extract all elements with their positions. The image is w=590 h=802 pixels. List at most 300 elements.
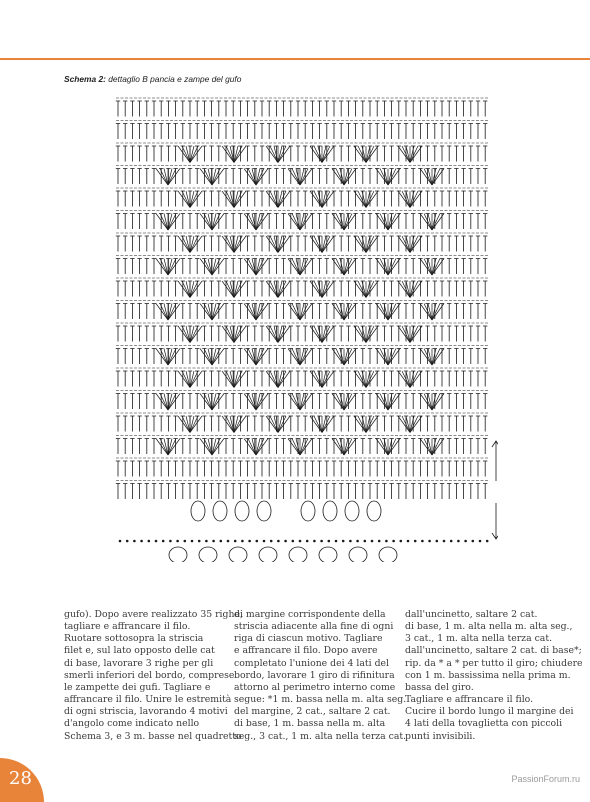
chart-symbol (447, 349, 451, 365)
chart-symbol (137, 439, 141, 455)
chart-symbol (339, 326, 343, 342)
figure-caption (64, 74, 241, 84)
chart-symbol (123, 326, 127, 342)
chart-symbol (310, 394, 314, 410)
chart-symbol (339, 236, 343, 252)
chart-symbol (433, 461, 437, 477)
chart-symbol (181, 169, 185, 185)
chart-symbol (310, 326, 314, 342)
chart-symbol (188, 101, 192, 117)
chart-symbol (267, 124, 271, 140)
chart-symbol (260, 146, 264, 162)
chart-symbol (188, 349, 192, 365)
chart-symbol (256, 304, 264, 321)
chart-symbol (238, 439, 242, 455)
chart-symbol (274, 169, 278, 185)
chart-symbol (486, 540, 489, 543)
chart-symbol (205, 540, 208, 543)
chart-symbol (195, 461, 199, 477)
chart-symbol (411, 214, 415, 230)
text-line: bordo, lavorare 1 giro di rifinitura (234, 669, 395, 681)
chart-symbol (130, 191, 134, 207)
chart-symbol (310, 169, 314, 185)
chart-symbol (447, 416, 451, 432)
chart-symbol (181, 304, 185, 320)
chart-symbol (410, 146, 418, 163)
chart-symbol (483, 214, 487, 230)
chart-symbol (404, 214, 408, 230)
chart-symbol (130, 484, 134, 500)
chart-symbol (166, 484, 170, 500)
chart-symbol (300, 349, 308, 366)
chart-symbol (483, 169, 487, 185)
chart-symbol (256, 439, 264, 456)
chart-symbol (289, 101, 293, 117)
chart-symbol (145, 394, 149, 410)
chart-symbol (202, 484, 206, 500)
chart-symbol (454, 349, 458, 365)
chart-symbol (195, 439, 199, 455)
chart-symbol (325, 394, 329, 410)
chart-symbol (152, 394, 156, 410)
chart-symbol (130, 326, 134, 342)
chart-symbol (322, 326, 330, 343)
chart-symbol (436, 540, 439, 543)
chart-symbol (123, 124, 127, 140)
chart-symbol (209, 191, 213, 207)
chart-symbol (375, 236, 379, 252)
chart-symbol (303, 326, 307, 342)
chart-symbol (433, 101, 437, 117)
chart-symbol (116, 101, 120, 117)
chart-symbol (476, 101, 480, 117)
chart-symbol (145, 124, 149, 140)
chart-symbol (483, 394, 487, 410)
chart-symbol (339, 191, 343, 207)
chart-symbol (349, 540, 352, 543)
text-line: Schema 3, e 3 m. basse nel quadretto (64, 730, 242, 742)
chart-symbol (317, 304, 321, 320)
chart-symbol (433, 484, 437, 500)
chart-symbol (368, 304, 372, 320)
chart-symbol (260, 371, 264, 387)
chart-symbol (224, 349, 228, 365)
chart-symbol (119, 540, 122, 543)
chart-symbol (253, 281, 257, 297)
chart-symbol (300, 394, 308, 411)
chart-symbol (469, 124, 473, 140)
text-line: di ogni striscia, lavorando 4 motivi (64, 706, 228, 718)
chart-symbol (353, 484, 357, 500)
chart-symbol (411, 101, 415, 117)
chart-symbol (411, 349, 415, 365)
chart-symbol (168, 439, 176, 456)
chart-symbol (411, 169, 415, 185)
chart-symbol (267, 439, 271, 455)
chart-symbol (404, 169, 408, 185)
chart-symbol (296, 124, 300, 140)
chart-symbol (314, 281, 322, 298)
chart-symbol (195, 394, 199, 410)
chart-symbol (281, 349, 285, 365)
chart-symbol (181, 259, 185, 275)
chart-symbol (313, 540, 316, 543)
chart-symbol (332, 484, 336, 500)
chart-symbol (195, 214, 199, 230)
chart-symbol (238, 484, 242, 500)
chart-symbol (274, 304, 278, 320)
chart-symbol (245, 124, 249, 140)
chart-symbol (303, 191, 307, 207)
chart-symbol (447, 326, 451, 342)
chart-symbol (296, 484, 300, 500)
chart-symbol (361, 439, 365, 455)
chart-symbol (188, 394, 192, 410)
chart-symbol (231, 394, 235, 410)
chart-symbol (137, 304, 141, 320)
chart-symbol (181, 349, 185, 365)
chart-symbol (414, 540, 417, 543)
chart-symbol (130, 214, 134, 230)
chart-symbol (410, 236, 418, 253)
chart-symbol (469, 371, 473, 387)
chart-symbol (476, 371, 480, 387)
chart-symbol (375, 371, 379, 387)
chart-symbol (234, 146, 242, 163)
chart-symbol (346, 146, 350, 162)
chart-symbol (379, 547, 397, 562)
chart-symbol (342, 540, 345, 543)
chart-symbol (476, 349, 480, 365)
chart-symbol (204, 349, 212, 366)
chart-symbol (328, 540, 331, 543)
chart-symbol (368, 484, 372, 500)
chart-symbol (173, 191, 177, 207)
chart-symbol (274, 484, 278, 500)
chart-symbol (220, 540, 223, 543)
chart-symbol (212, 540, 215, 543)
chart-symbol (253, 484, 257, 500)
chart-symbol (217, 484, 221, 500)
chart-symbol (281, 439, 285, 455)
text-line: riga di ciascun motivo. Tagliare (234, 633, 383, 645)
chart-symbol (199, 547, 217, 562)
chart-symbol (116, 236, 120, 252)
chart-symbol (447, 214, 451, 230)
chart-symbol (241, 540, 244, 543)
chart-symbol (202, 146, 206, 162)
chart-symbol (217, 236, 221, 252)
chart-symbol (310, 191, 314, 207)
chart-symbol (166, 101, 170, 117)
chart-symbol (339, 146, 343, 162)
chart-symbol (116, 281, 120, 297)
chart-symbol (450, 540, 453, 543)
chart-symbol (224, 439, 228, 455)
chart-symbol (375, 326, 379, 342)
chart-symbol (260, 461, 264, 477)
chart-symbol (454, 124, 458, 140)
chart-symbol (260, 101, 264, 117)
chart-symbol (116, 191, 120, 207)
chart-symbol (447, 281, 451, 297)
chart-symbol (166, 281, 170, 297)
chart-symbol (296, 281, 300, 297)
chart-symbol (389, 124, 393, 140)
chart-symbol (447, 371, 451, 387)
chart-symbol (245, 146, 249, 162)
chart-symbol (303, 484, 307, 500)
chart-symbol (483, 304, 487, 320)
chart-symbol (235, 501, 249, 521)
chart-symbol (209, 236, 213, 252)
chart-symbol (361, 394, 365, 410)
chart-symbol (202, 371, 206, 387)
chart-symbol (123, 281, 127, 297)
chart-symbol (126, 540, 129, 543)
text-line: gufo). Dopo avere realizzato 35 righe, (64, 609, 243, 620)
chart-symbol (356, 540, 359, 543)
chart-symbol (184, 540, 187, 543)
chart-symbol (461, 281, 465, 297)
chart-symbol (346, 236, 350, 252)
chart-symbol (479, 540, 482, 543)
chart-symbol (130, 169, 134, 185)
chart-symbol (461, 169, 465, 185)
chart-symbol (346, 281, 350, 297)
chart-symbol (159, 124, 163, 140)
chart-symbol (317, 101, 321, 117)
chart-symbol (461, 214, 465, 230)
chart-symbol (296, 236, 300, 252)
chart-symbol (137, 371, 141, 387)
chart-symbol (447, 439, 451, 455)
chart-symbol (346, 191, 350, 207)
chart-symbol (209, 124, 213, 140)
chart-symbol (202, 461, 206, 477)
chart-symbol (238, 259, 242, 275)
chart-symbol (322, 236, 330, 253)
chart-symbol (346, 371, 350, 387)
chart-symbol (397, 169, 401, 185)
chart-symbol (159, 461, 163, 477)
chart-symbol (296, 326, 300, 342)
chart-symbol (159, 484, 163, 500)
text-line: dall'uncinetto, saltare 2 cat. (405, 609, 538, 620)
chart-symbol (159, 371, 163, 387)
chart-symbol (188, 461, 192, 477)
chart-symbol (195, 124, 199, 140)
chart-symbol (123, 394, 127, 410)
chart-symbol (245, 416, 249, 432)
chart-symbol (397, 439, 401, 455)
chart-symbol (173, 146, 177, 162)
chart-symbol (375, 349, 379, 365)
chart-symbol (137, 124, 141, 140)
header-accent-rule (0, 58, 590, 60)
chart-symbol (152, 281, 156, 297)
chart-symbol (202, 281, 206, 297)
chart-symbol (358, 416, 366, 433)
chart-symbol (278, 236, 286, 253)
chart-symbol (227, 540, 230, 543)
chart-symbol (116, 146, 120, 162)
chart-symbol (454, 394, 458, 410)
chart-symbol (169, 540, 172, 543)
chart-symbol (375, 101, 379, 117)
chart-symbol (404, 304, 408, 320)
chart-symbol (440, 416, 444, 432)
chart-symbol (454, 416, 458, 432)
chart-symbol (274, 394, 278, 410)
chart-symbol (425, 101, 429, 117)
chart-symbol (404, 101, 408, 117)
chart-symbol (314, 371, 322, 388)
chart-symbol (159, 191, 163, 207)
chart-symbol (447, 146, 451, 162)
chart-symbol (469, 281, 473, 297)
chart-symbol (432, 394, 440, 411)
chart-symbol (292, 394, 300, 411)
chart-symbol (181, 214, 185, 230)
chart-symbol (432, 214, 440, 231)
chart-symbol (116, 259, 120, 275)
chart-symbol (322, 281, 330, 298)
chart-symbol (130, 461, 134, 477)
chart-symbol (382, 326, 386, 342)
chart-symbol (116, 394, 120, 410)
chart-symbol (389, 101, 393, 117)
text-line: del margine, 2 cat., saltare 2 cat. (234, 706, 391, 718)
chart-symbol (145, 259, 149, 275)
text-column-2 (234, 609, 407, 743)
chart-symbol (289, 191, 293, 207)
chart-symbol (281, 169, 285, 185)
chart-symbol (317, 439, 321, 455)
chart-symbol (425, 371, 429, 387)
chart-symbol (137, 259, 141, 275)
chart-symbol (317, 461, 321, 477)
chart-symbol (253, 326, 257, 342)
chart-symbol (382, 416, 386, 432)
chart-symbol (278, 416, 286, 433)
text-line: Tagliare e affrancare il filo. (405, 694, 534, 706)
chart-symbol (267, 259, 271, 275)
chart-symbol (404, 124, 408, 140)
caption-word: gufo (225, 74, 242, 84)
chart-symbol (303, 461, 307, 477)
chart-symbol (397, 146, 401, 162)
chart-symbol (257, 501, 271, 521)
chart-symbol (274, 214, 278, 230)
chart-symbol (300, 439, 308, 456)
chart-symbol (346, 326, 350, 342)
chart-symbol (310, 484, 314, 500)
chart-symbol (353, 101, 357, 117)
chart-symbol (281, 214, 285, 230)
chart-symbol (188, 124, 192, 140)
chart-symbol (234, 281, 242, 298)
chart-symbol (130, 146, 134, 162)
chart-symbol (432, 169, 440, 186)
chart-symbol (389, 371, 393, 387)
chart-symbol (469, 304, 473, 320)
chart-symbol (358, 191, 366, 208)
chart-symbol (476, 461, 480, 477)
chart-symbol (253, 236, 257, 252)
chart-symbol (447, 394, 451, 410)
chart-symbol (159, 281, 163, 297)
chart-symbol (217, 461, 221, 477)
chart-symbol (404, 461, 408, 477)
chart-symbol (368, 214, 372, 230)
chart-symbol (152, 169, 156, 185)
chart-symbol (469, 146, 473, 162)
chart-symbol (145, 214, 149, 230)
chart-symbol (447, 236, 451, 252)
chart-symbol (116, 124, 120, 140)
chart-symbol (476, 394, 480, 410)
chart-symbol (461, 461, 465, 477)
chart-symbol (454, 191, 458, 207)
chart-symbol (289, 371, 293, 387)
chart-symbol (492, 441, 498, 481)
chart-symbol (303, 146, 307, 162)
chart-symbol (385, 540, 388, 543)
chart-symbol (145, 281, 149, 297)
chart-symbol (281, 101, 285, 117)
chart-symbol (238, 394, 242, 410)
chart-symbol (209, 461, 213, 477)
chart-symbol (461, 484, 465, 500)
chart-symbol (476, 304, 480, 320)
chart-symbol (209, 416, 213, 432)
chart-symbol (461, 439, 465, 455)
chart-symbol (339, 101, 343, 117)
text-line: filet e, sul lato opposto delle cat (64, 645, 215, 657)
chart-symbol (433, 371, 437, 387)
chart-symbol (169, 547, 187, 562)
chart-symbol (168, 349, 176, 366)
chart-symbol (454, 146, 458, 162)
chart-symbol (483, 259, 487, 275)
chart-symbol (300, 169, 308, 186)
chart-symbol (152, 259, 156, 275)
chart-symbol (256, 259, 264, 276)
chart-symbol (181, 124, 185, 140)
chart-symbol (469, 416, 473, 432)
chart-symbol (152, 371, 156, 387)
chart-symbol (469, 484, 473, 500)
chart-symbol (245, 484, 249, 500)
chart-symbol (281, 394, 285, 410)
chart-symbol (245, 326, 249, 342)
chart-symbol (314, 191, 322, 208)
chart-symbol (319, 547, 337, 562)
chart-symbol (410, 371, 418, 388)
chart-symbol (299, 540, 302, 543)
chart-symbol (281, 124, 285, 140)
chart-symbol (173, 461, 177, 477)
chart-symbol (204, 394, 212, 411)
chart-symbol (345, 501, 359, 521)
chart-symbol (267, 484, 271, 500)
chart-symbol (234, 416, 242, 433)
chart-symbol (447, 169, 451, 185)
chart-symbol (209, 101, 213, 117)
chart-symbol (425, 326, 429, 342)
chart-symbol (325, 169, 329, 185)
